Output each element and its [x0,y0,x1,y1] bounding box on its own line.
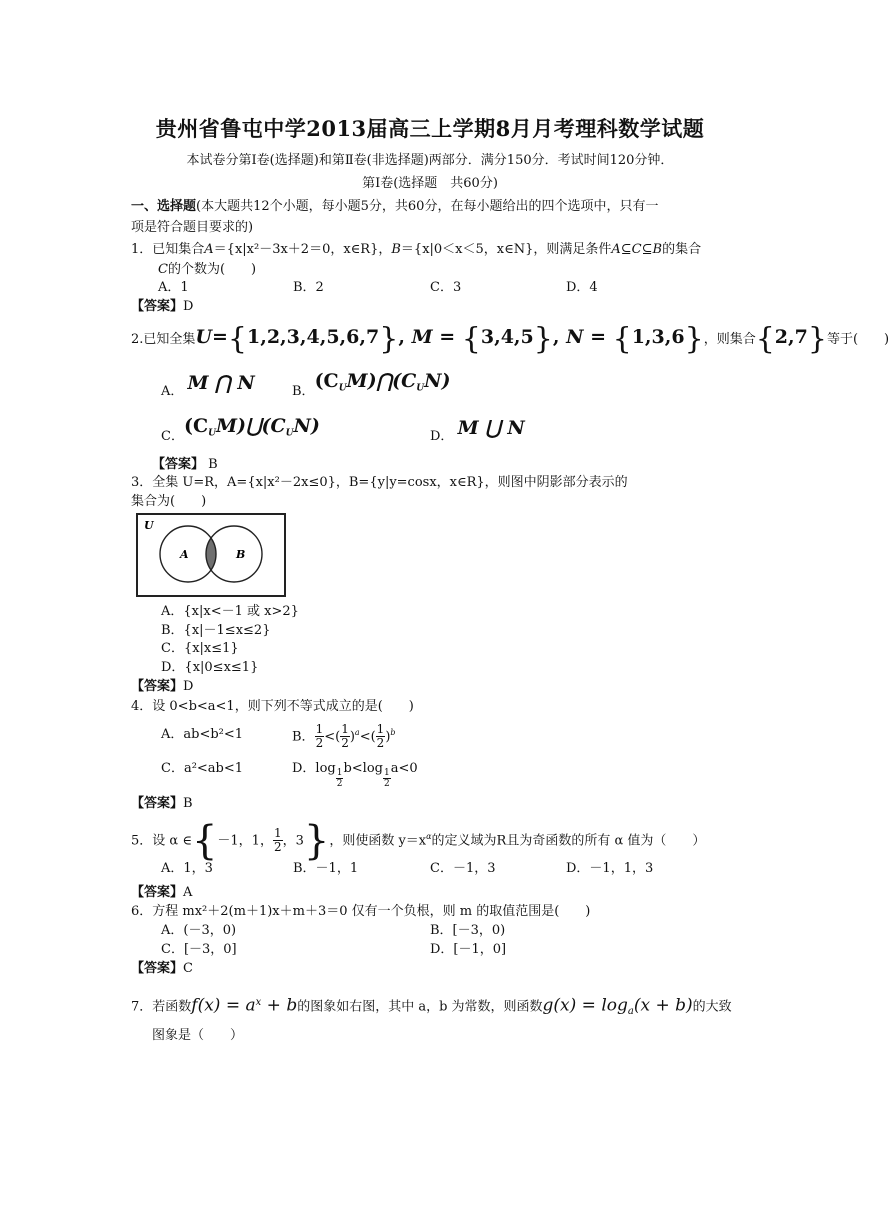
section1-desc-2: 项是符合题目要求的) [131,220,254,235]
q7-text: 7．若函数 [131,999,192,1015]
q5-exp: α [426,832,432,841]
venn-label-b: B [236,548,246,561]
answer-label: 【答案】 [131,796,184,811]
q5-option-d: D．－1，1，3 [566,861,654,876]
q2-opt-label: B． [292,384,315,399]
q7-text: 的大致 [692,999,732,1015]
q6-option-a: A．(－3，0) [161,923,237,938]
q2-expr: N) [424,370,451,392]
q2-text: ，则集合 [703,332,756,347]
answer-value: D [183,299,194,314]
q7-stem-line1 [131,990,732,1025]
q5-text: 的定义域为R且为奇函数的所有 α 值为（ ） [431,833,706,849]
q1-option-a: A．1 [158,280,189,295]
answer-label: 【答案】 [131,961,184,976]
q7-f-expr: + b [261,995,298,1016]
q2-expr-sub: U [285,428,294,439]
q2-expr-sub: U [208,428,216,439]
q5-set: －1，1， [217,833,273,849]
q2-answer [152,456,218,473]
q5-stem: 5．设 α ∈{－1，1， $\frac{1}{2}$ ，3}，则使函数 $y=x^\alpha$的定义域为R且为奇函数的所有 α 值为（ ） [131,817,706,864]
q1-var: A⊆C⊆B [611,242,663,257]
q1-text: 1．已知集合 [131,242,205,257]
q4-frac: $\frac{1}{2}$ [341,722,349,751]
q4-exp: a [354,728,360,737]
q4-option-a: A．ab<b²<1 [161,727,244,742]
q2-expr-sub: U [416,383,425,394]
q5-set: ，3 [282,833,304,849]
q5-option-b: B．－1，1 [293,861,359,876]
q3-option-b: B．{x|－1≤x≤2} [161,623,271,638]
q2-text: 等于( ) [826,332,889,347]
q2-target-set: 2,7 [774,326,808,348]
q1-option-d: D．4 [566,280,598,295]
q4-log-base: $\frac{1}{2}$ [336,768,343,789]
q2-option-c [161,415,320,448]
q2-opt-label: D． [430,429,454,444]
q2-var-m: M [411,326,433,348]
q3-option-d: D．{x|0≤x≤1} [161,660,259,675]
q2-expr: M)⋃(C [215,415,286,437]
q4-text: D．log [292,761,336,776]
q1-text: ＝{x|x²－3x＋2＝0，x∈R}， [213,242,392,257]
exam-intro: 本试卷分第Ⅰ卷(选择题)和第Ⅱ卷(非选择题)两部分．满分150分．考试时间120分钟． [186,153,674,168]
q5-frac: $\frac{1}{2}$ [273,826,282,855]
q3-option-a: A．{x|x<－1 或 x>2} [161,604,299,619]
q5-option-a: A．1，3 [161,861,213,876]
q6-answer [131,960,193,977]
answer-label: 【答案】 [131,885,184,900]
q7-f-exp: x [255,997,262,1008]
q6-option-d: D．[－1，0] [430,942,507,957]
q2-stem: 2.已知全集U={1,2,3,4,5,6,7}, M = {3,4,5}, N = {1,3,6}，则集合{2,7}等于( ) [131,321,889,357]
q2-m-set: 3,4,5 [480,326,534,348]
q2-var-n: N [566,326,584,348]
q1-answer [131,298,193,315]
q4-option-d [292,760,418,789]
q2-opt-d-expr: M ⋃ N [457,417,525,439]
q2-expr: M)⋂(C [346,370,417,392]
part1-heading: 第Ⅰ卷(选择题 共60分) [362,176,498,191]
q1-stem-line2 [158,261,256,278]
venn-label-u: U [144,519,154,532]
q2-text: 2.已知全集 [131,332,196,347]
q7-text: 的图象如右图，其中 a，b 为常数，则函数 [297,999,543,1015]
section1-heading [131,198,658,215]
q5-text: 5．设 α ∈ [131,833,192,849]
q2-u-set: 1,2,3,4,5,6,7 [247,326,380,348]
q7-g-expr: g(x) = log [542,995,628,1016]
q6-option-b: B．[－3，0) [430,923,506,938]
q7-stem-line2: 图象是（ ） [152,1028,244,1043]
q4-text: b<log [343,761,383,776]
q4-text: a<0 [390,761,418,776]
q2-opt-a-expr: M ⋂ N [187,372,255,394]
q6-stem: 6．方程 mx²＋2(m＋1)x＋m＋3＝0 仅有一个负根，则 m 的取值范围是( ) [131,904,591,919]
q2-option-d [430,417,525,448]
answer-value: A [183,885,193,900]
section1-label: 一、选择题 [131,199,197,214]
q3-option-c: C．{x|x≤1} [161,641,239,656]
q3-stem-line2: 集合为( ) [131,494,207,509]
q5-answer [131,884,192,901]
q2-option-a [161,372,255,403]
answer-value: C [183,961,193,976]
q1-var: C [158,262,168,277]
q4-option-c: C．a²<ab<1 [161,761,244,776]
q1-option-c: C．3 [430,280,462,295]
answer-label: 【答案】 [152,457,205,472]
q2-var-u: U [195,326,212,348]
q1-option-b: B．2 [293,280,324,295]
q5-option-c: C．－1，3 [430,861,496,876]
answer-label: 【答案】 [131,299,184,314]
venn-label-a: A [180,548,189,561]
q2-expr-sub: U [338,383,347,394]
answer-value: B [183,796,193,811]
q2-n-set: 1,3,6 [631,326,685,348]
q5-text: ，则使函数 y＝x [329,833,427,849]
q3-stem-line1: 3．全集 U=R，A={x|x²－2x≤0}，B={y|y=cosx，x∈R}，则图中阴影部分表示的 [131,475,628,490]
answer-value: B [208,457,218,472]
q7-g-expr: (x + b) [633,995,693,1016]
q1-text: ＝{x|0＜x＜5，x∈N}，则满足条件 [400,242,612,257]
answer-label: 【答案】 [131,679,184,694]
q3-answer [131,678,193,695]
q4-answer [131,795,193,812]
q2-expr: N) [293,415,320,437]
answer-value: D [183,679,194,694]
q1-stem-line1 [131,241,701,258]
q2-expr: (C [183,415,209,437]
q1-text: 的集合 [662,242,702,257]
section1-desc-1: (本大题共12个小题，每小题5分，共60分，在每小题给出的四个选项中，只有一 [196,199,659,214]
q7-f-expr: f(x) = a [191,995,256,1016]
q4-stem: 4．设 0<b<a<1，则下列不等式成立的是( ) [131,699,414,714]
page-title: 贵州省鲁屯中学2013届高三上学期8月月考理科数学试题 [155,116,705,141]
q4-log-base: $\frac{1}{2}$ [384,768,390,789]
q2-opt-label: C． [161,429,184,444]
q2-expr: (C [314,370,339,392]
venn-diagram [136,513,288,599]
q1-var: A [204,242,214,257]
q1-text: 的个数为( ) [167,262,257,277]
q4-exp: b [390,728,396,737]
q4-frac: $\frac{1}{2}$ [376,722,385,751]
q4-opt-label: B． [292,729,315,745]
q7-g-base: a [627,1005,634,1017]
q6-option-c: C．[－3，0] [161,942,237,957]
q2-opt-label: A． [161,384,184,399]
q4-symbol: < [324,729,336,745]
q4-option-b: B． $\frac{1}{2}$ <( $\frac{1}{2}$ )$^a$<( $\frac{1}{2}$ )$^b$ [292,722,396,751]
q2-option-b [292,370,451,403]
q1-var: B [391,242,401,257]
q2-eq: = [211,326,228,348]
q4-frac: $\frac{1}{2}$ [315,722,324,751]
